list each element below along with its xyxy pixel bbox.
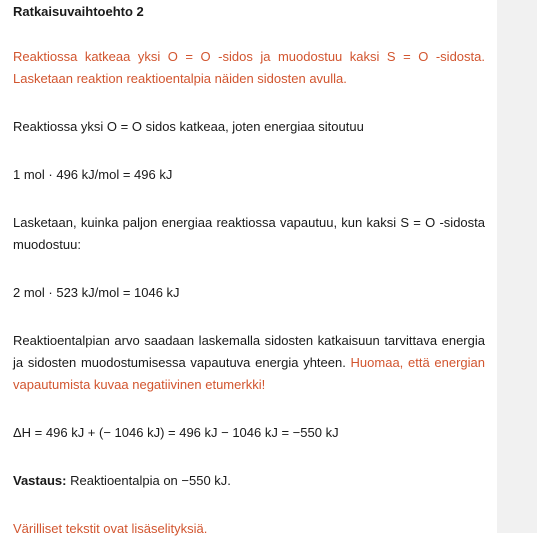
answer-label: Vastaus: [13, 473, 67, 488]
enthalpy-explanation-main: Reaktioentalpian arvo saadaan laskemalla sidosten katkaisuun tarvittava energia ja sidosten muodostumisessa vapautuva energia yhteen. [13, 333, 485, 370]
section-title: Ratkaisuvaihtoehto 2 [13, 4, 144, 19]
right-margin-panel [497, 0, 537, 533]
answer-text: Reaktioentalpia on −550 kJ. [66, 473, 231, 488]
intro-explanation: Reaktiossa katkeaa yksi O = O -sidos ja muodostuu kaksi S = O -sidosta. Lasketaan reaktion reaktioentalpia näiden sidosten avulla. [13, 49, 485, 86]
bond-breaking-text: Reaktiossa yksi O = O sidos katkeaa, joten energiaa sitoutuu [13, 119, 364, 134]
equation-bond-breaking: 1 mol · 496 kJ/mol = 496 kJ [13, 167, 173, 182]
equation-bond-forming: 2 mol · 523 kJ/mol = 1046 kJ [13, 285, 180, 300]
bond-forming-text: Lasketaan, kuinka paljon energiaa reaktiossa vapautuu, kun kaksi S = O -sidosta muodostuu: [13, 215, 485, 252]
colored-text-note: Värilliset tekstit ovat lisäselityksiä. [13, 521, 208, 536]
enthalpy-explanation [13, 330, 485, 396]
equation-enthalpy: ΔH = 496 kJ + (− 1046 kJ) = 496 kJ − 1046 kJ = −550 kJ [13, 425, 339, 440]
document-content [13, 4, 485, 540]
answer-line [13, 470, 485, 492]
sign-note: Huomaa, että energian vapautumista kuvaa negatiivinen etumerkki! [13, 355, 485, 392]
